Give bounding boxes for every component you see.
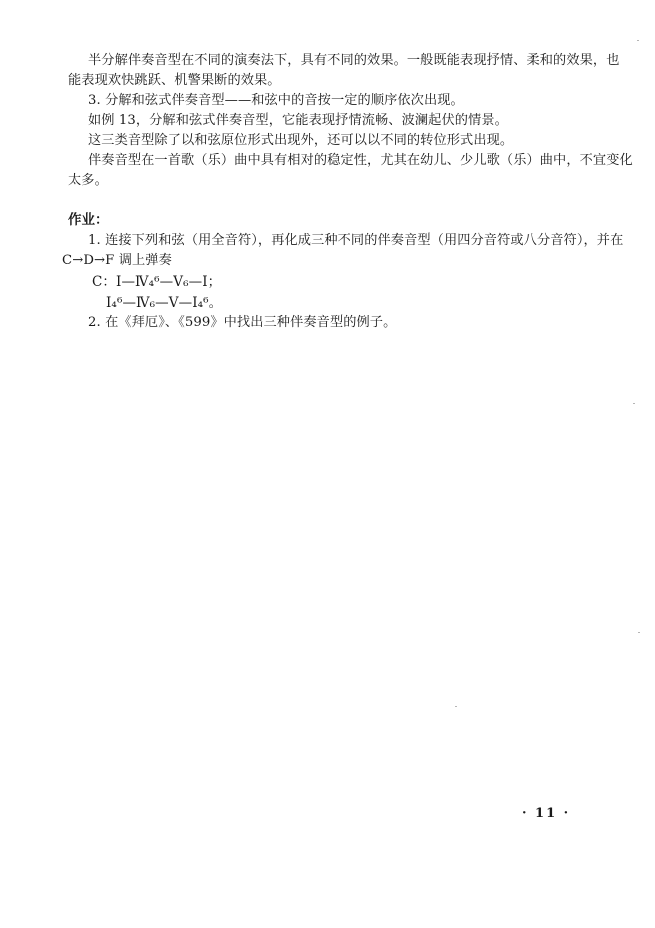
homework-heading: 作业： [68, 212, 109, 228]
homework-item-1: 1. 连接下列和弦（用全音符），再化成三种不同的伴奏音型（用四分音符或八分音符），并在 [88, 233, 624, 248]
homework-item-1-continued: C→D→F 调上弹奏 [62, 253, 172, 268]
homework-item-2: 2. 在《拜厄》、《599》中找出三种伴奏音型的例子。 [88, 315, 397, 330]
paragraph-line-4: 如例 13，分解和弦式伴奏音型，它能表现抒情流畅、波澜起伏的情景。 [88, 113, 508, 128]
scan-speck [633, 403, 635, 404]
paragraph-line-6: 伴奏音型在一首歌（乐）曲中具有相对的稳定性，尤其在幼儿、少儿歌（乐）曲中，不宜变化 [88, 153, 633, 168]
scan-speck [637, 40, 639, 41]
paragraph-line-3: 3. 分解和弦式伴奏音型——和弦中的音按一定的顺序依次出现。 [88, 93, 464, 108]
paragraph-line-1: 半分解伴奏音型在不同的演奏法下，具有不同的效果。一般既能表现抒情、柔和的效果，也 [88, 53, 620, 68]
paragraph-line-7: 太多。 [68, 173, 108, 188]
scan-speck [638, 632, 640, 633]
chord-progression-2: Ⅰ₄⁶—Ⅳ₆—Ⅴ—Ⅰ₄⁶。 [106, 295, 223, 311]
page-number: · 11 · [522, 806, 571, 821]
chord-progression-1: C：Ⅰ—Ⅳ₄⁶—Ⅴ₆—Ⅰ； [92, 274, 222, 290]
scan-speck [455, 706, 457, 707]
paragraph-line-5: 这三类音型除了以和弦原位形式出现外，还可以以不同的转位形式出现。 [88, 133, 514, 148]
paragraph-line-2: 能表现欢快跳跃、机警果断的效果。 [68, 73, 281, 88]
